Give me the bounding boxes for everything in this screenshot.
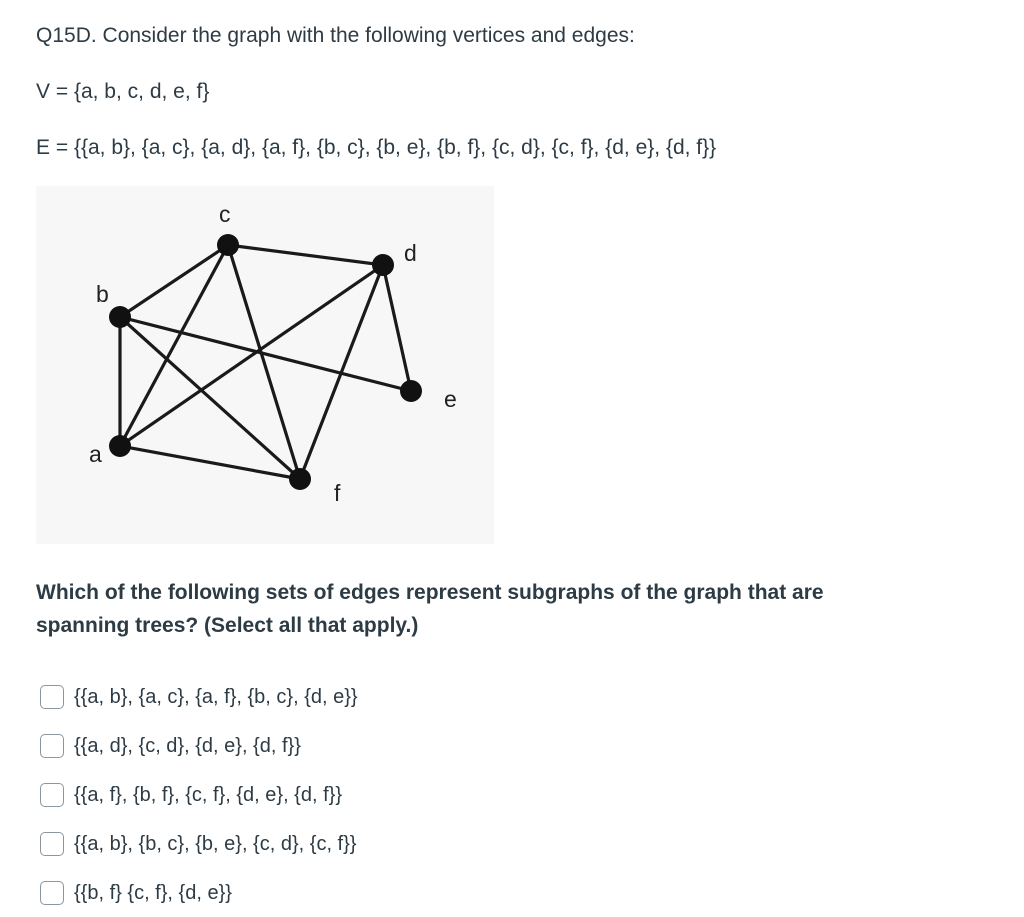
vertex-label-e: e (444, 386, 457, 412)
vertex-label-b: b (96, 281, 109, 307)
vertex-b (109, 306, 131, 328)
vertex-label-c: c (219, 201, 231, 227)
option-2[interactable] (40, 721, 358, 770)
edge-b-e (120, 317, 411, 391)
edge-d-f (300, 265, 383, 479)
option-3-label: {{a, f}, {b, f}, {c, f}, {d, e}, {d, f}} (74, 783, 343, 806)
question-title: Q15D. Consider the graph with the following vertices and edges: (36, 24, 635, 47)
vertex-label-f: f (334, 480, 341, 506)
option-4-label: {{a, b}, {b, c}, {b, e}, {c, d}, {c, f}} (74, 832, 357, 855)
vertex-a (109, 435, 131, 457)
vertex-c (217, 234, 239, 256)
edge-a-c (120, 245, 228, 446)
edge-c-f (228, 245, 300, 479)
option-1-label: {{a, b}, {a, c}, {a, f}, {b, c}, {d, e}} (74, 685, 358, 708)
option-1[interactable] (40, 672, 358, 721)
graph-svg (36, 186, 494, 544)
option-4[interactable] (40, 819, 358, 868)
vertex-label-a: a (89, 441, 102, 467)
question-prompt: Which of the following sets of edges represent subgraphs of the graph that are spanning trees? (Select all that apply.) (36, 581, 824, 637)
vertex-set: V = {a, b, c, d, e, f} (36, 80, 210, 103)
option-2-label: {{a, d}, {c, d}, {d, e}, {d, f}} (74, 734, 301, 757)
option-3-checkbox[interactable] (40, 783, 64, 807)
option-4-checkbox[interactable] (40, 832, 64, 856)
edge-c-d (228, 245, 383, 265)
edge-b-c (120, 245, 228, 317)
edge-set: E = {{a, b}, {a, c}, {a, d}, {a, f}, {b, c}, {b, e}, {b, f}, {c, d}, {c, f}, {d, e}, {d, f}} (36, 136, 717, 159)
answer-options (40, 672, 358, 917)
option-1-checkbox[interactable] (40, 685, 64, 709)
vertex-f (289, 468, 311, 490)
option-2-checkbox[interactable] (40, 734, 64, 758)
vertex-label-d: d (404, 240, 417, 266)
option-3[interactable] (40, 770, 358, 819)
edge-d-e (383, 265, 411, 391)
option-5-label: {{b, f} {c, f}, {d, e}} (74, 881, 232, 904)
graph-figure (36, 186, 494, 544)
option-5-checkbox[interactable] (40, 881, 64, 905)
edge-a-f (120, 446, 300, 479)
option-5[interactable] (40, 868, 358, 917)
vertex-d (372, 254, 394, 276)
vertex-e (400, 380, 422, 402)
